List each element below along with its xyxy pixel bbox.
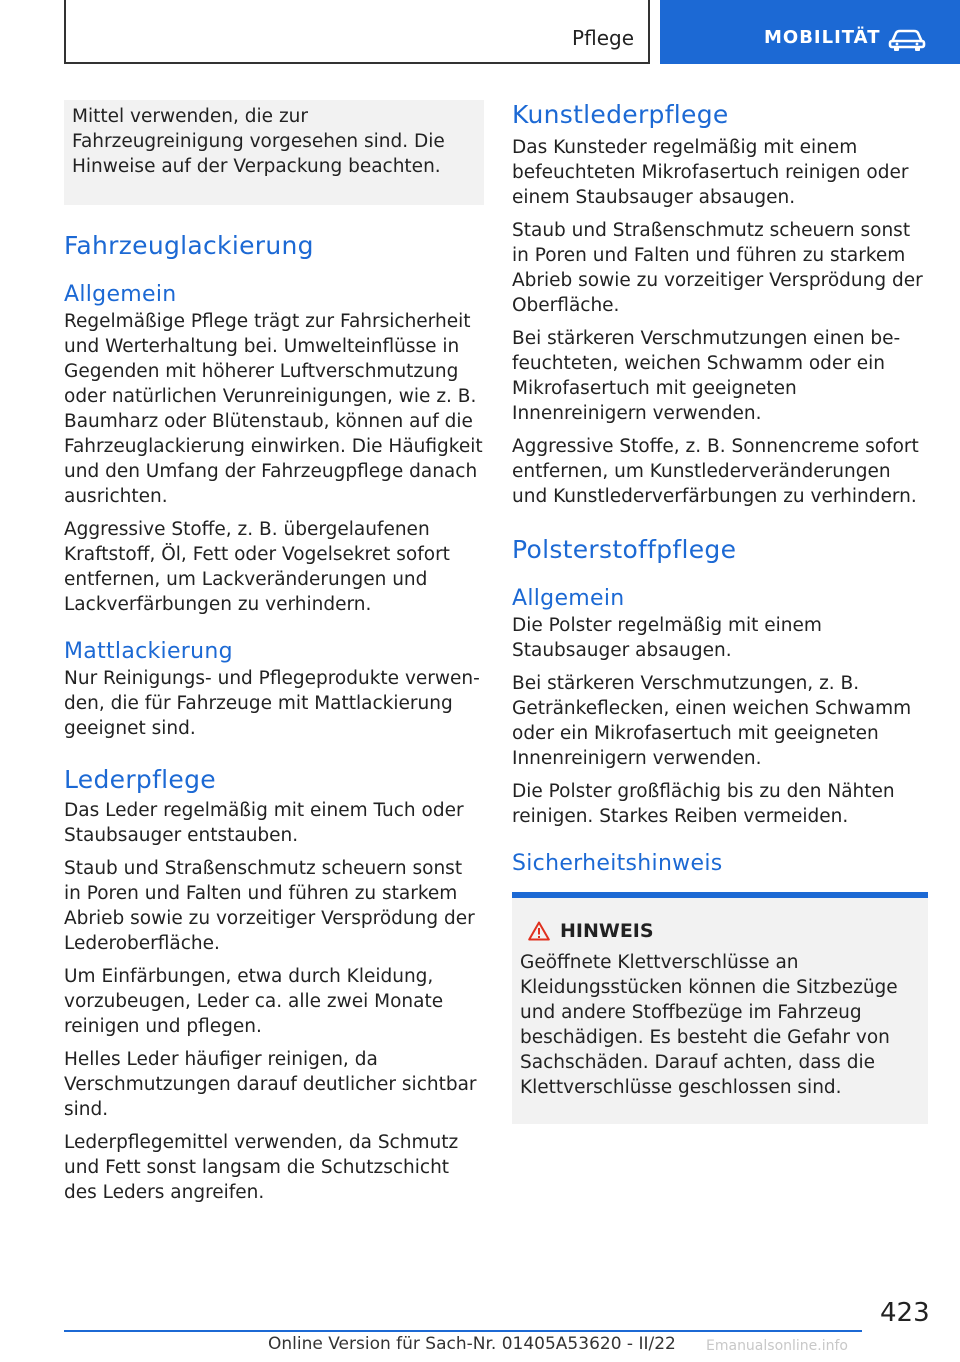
- warning-icon: [528, 921, 550, 941]
- notice-header: [528, 920, 920, 942]
- paragraph-kunst-1: Das Kunsteder regelmäßig mit einem befeuchteten Mikrofasertuch reinigen oder einem Staubsauger absaugen.: [512, 137, 909, 208]
- heading-allgemein: Allgemein: [64, 282, 177, 307]
- intro-text: Mittel verwenden, die zur Fahrzeugreinigung vorgesehen sind. Die Hinweise auf der Verpackung beachten.: [72, 106, 445, 177]
- paragraph-leder-2: Staub und Straßenschmutz scheuern sonst in Poren und Falten und führen zu starkem Abrieb sowie zu vorzeitiger Versprödung der Lederoberfläche.: [64, 858, 475, 954]
- car-icon: [888, 28, 926, 52]
- notice-text: Geöffnete Klettverschlüsse an Kleidungsstücken können die Sitzbezüge und andere Stoffbezüge im Fahrzeug beschädigen. Es besteht die Gefahr von Sachschäden. Darauf achten, dass die Klettverschlüsse geschlossen sind.: [520, 952, 898, 1098]
- paragraph-leder-4: Helles Leder häufiger reinigen, da Verschmutzungen darauf deutlicher sichtbar sind.: [64, 1049, 477, 1120]
- paragraph-polster-1: Die Polster regelmäßig mit einem Staubsauger absaugen.: [512, 615, 822, 661]
- heading-fahrzeuglackierung: Fahrzeuglackierung: [64, 231, 314, 260]
- heading-sicherheitshinweis: Sicherheitshinweis: [512, 851, 723, 876]
- page-number: 423: [880, 1298, 930, 1328]
- chapter-title: MOBILITÄT: [764, 27, 881, 48]
- paragraph-leder-3: Um Einfärbungen, etwa durch Kleidung, vorzubeugen, Leder ca. alle zwei Monate reinigen und pflegen.: [64, 966, 444, 1037]
- left-column: [64, 100, 484, 1213]
- paragraph-allgemein-2: Aggressive Stoffe, z. B. übergelaufenen Kraftstoff, Öl, Fett oder Vogelsekret sofort entfernen, um Lackveränderungen und Lackverfärbungen zu verhindern.: [64, 519, 450, 615]
- header-chapter-tab: [660, 0, 960, 64]
- paragraph-matt: Nur Reinigungs- und Pflegeprodukte verwenden, die für Fahrzeuge mit Mattlackierung geeignet sind.: [64, 668, 480, 739]
- paragraph-polster-3: Die Polster großflächig bis zu den Nähten reinigen. Starkes Reiben vermeiden.: [512, 781, 895, 827]
- paragraph-polster-2: Bei stärkeren Verschmutzungen, z. B. Getränkeflecken, einen weichen Schwamm oder ein Mikrofasertuch mit geeigneten Innenreinigern verwenden.: [512, 673, 912, 769]
- section-title: Pflege: [572, 26, 634, 50]
- heading-kunstlederpflege: Kunstlederpflege: [512, 100, 729, 129]
- header-section-tab: [64, 0, 650, 64]
- notice-title: HINWEIS: [560, 920, 654, 942]
- heading-allgemein-polster: Allgemein: [512, 586, 625, 611]
- heading-mattlackierung: Mattlackierung: [64, 639, 233, 664]
- footer-divider: [64, 1330, 862, 1332]
- paragraph-kunst-3: Bei stärkeren Verschmutzungen einen befeuchteten, weichen Schwamm oder ein Mikrofasertuch mit geeigneten Innenreinigern verwenden.: [512, 328, 901, 424]
- paragraph-allgemein-1: Regelmäßige Pflege trägt zur Fahrsicherheit und Werterhaltung bei. Umwelteinflüsse in Gegenden mit höherer Luftverschmutzung oder natürlichen Verunreinigungen, wie z. B. Baumharz oder Blütenstaub, können auf die Fahrzeuglackierung einwirken. Die Häufigkeit und den Umfang der Fahrzeugpflege danach ausrichten.: [64, 311, 483, 507]
- heading-lederpflege: Lederpflege: [64, 765, 216, 794]
- heading-polsterstoffpflege: Polsterstoffpflege: [512, 535, 737, 564]
- watermark: Emanualsonline.info: [706, 1338, 848, 1354]
- paragraph-leder-1: Das Leder regelmäßig mit einem Tuch oder Staubsauger entstauben.: [64, 800, 464, 846]
- paragraph-kunst-4: Aggressive Stoffe, z. B. Sonnencreme sofort entfernen, um Kunstlederveränderungen und Kunstlederverfärbungen zu verhindern.: [512, 436, 919, 507]
- right-column: [512, 100, 928, 1124]
- footer-online-version: Online Version für Sach-Nr. 01405A53620 - II/22: [268, 1334, 676, 1354]
- notice-box: [512, 892, 928, 1124]
- paragraph-kunst-2: Staub und Straßenschmutz scheuern sonst in Poren und Falten und führen zu starkem Abrieb sowie zu vorzeitiger Versprödung der Oberfläche.: [512, 220, 923, 316]
- intro-box: [64, 100, 484, 205]
- paragraph-leder-5: Lederpflegemittel verwenden, da Schmutz und Fett sonst langsam die Schutzschicht des Leders angreifen.: [64, 1132, 459, 1203]
